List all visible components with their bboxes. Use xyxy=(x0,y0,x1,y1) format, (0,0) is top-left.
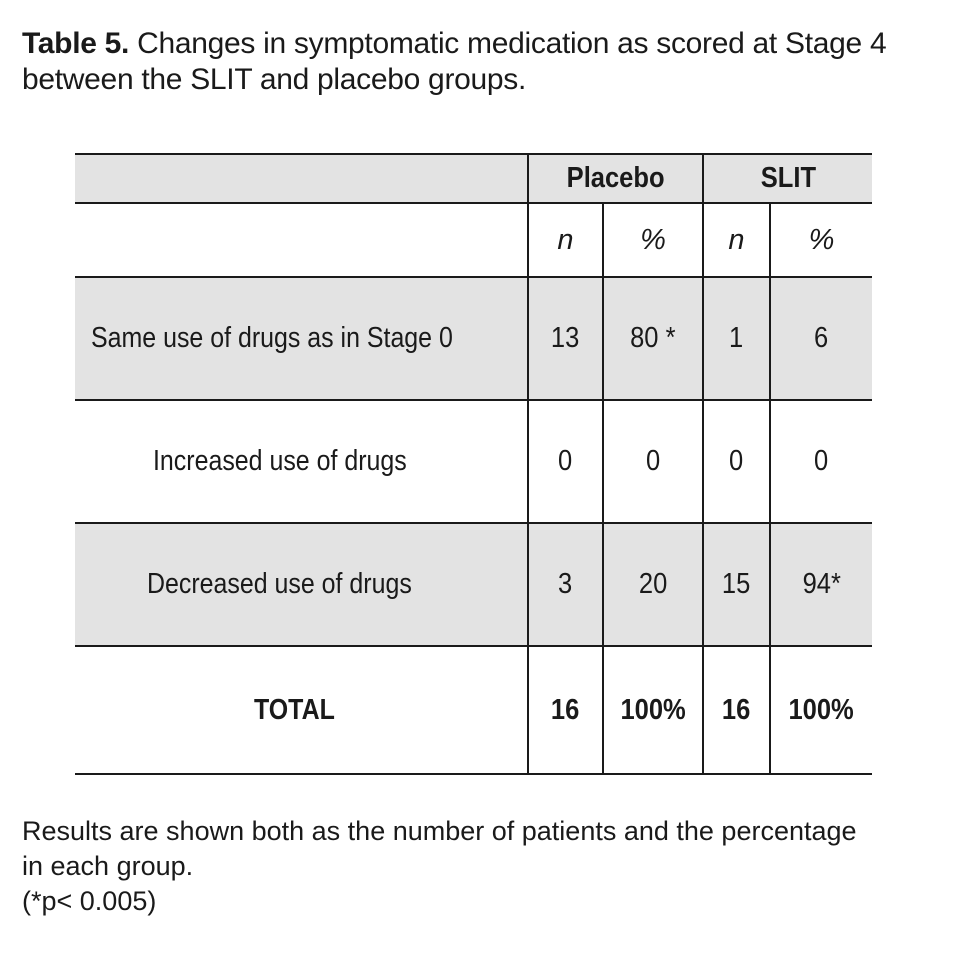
table-group-header-row xyxy=(75,154,872,203)
table-row xyxy=(75,277,872,400)
table-row xyxy=(75,400,872,523)
cell-placebo-percent: 80 * xyxy=(603,277,703,400)
cell-slit-n: 0 xyxy=(703,400,770,523)
row-label: Decreased use of drugs xyxy=(75,523,528,646)
total-label: TOTAL xyxy=(75,646,528,774)
footnote-significance: (*p< 0.005) xyxy=(22,886,157,916)
row-label: Increased use of drugs xyxy=(75,400,528,523)
table-footnote xyxy=(22,814,942,919)
cell-slit-n: 15 xyxy=(703,523,770,646)
cell-placebo-n: 13 xyxy=(528,277,603,400)
footnote-line: Results are shown both as the number of patients and the percentage xyxy=(22,816,857,846)
cell-placebo-percent: 0 xyxy=(603,400,703,523)
total-placebo-percent: 100% xyxy=(603,646,703,774)
subheader-placebo-percent: % xyxy=(603,203,703,277)
footnote-line: in each group. xyxy=(22,851,194,881)
subheader-placebo-n: n xyxy=(528,203,603,277)
cell-placebo-n: 0 xyxy=(528,400,603,523)
table-row xyxy=(75,523,872,646)
group-header-placebo: Placebo xyxy=(528,154,703,203)
total-slit-percent: 100% xyxy=(770,646,872,774)
empty-subheader-cell xyxy=(75,203,528,277)
cell-placebo-n: 3 xyxy=(528,523,603,646)
cell-slit-percent: 94* xyxy=(770,523,872,646)
table-total-row xyxy=(75,646,872,774)
cell-placebo-percent: 20 xyxy=(603,523,703,646)
total-placebo-n: 16 xyxy=(528,646,603,774)
subheader-slit-percent: % xyxy=(770,203,872,277)
table-caption-label: Table 5. xyxy=(22,27,130,60)
cell-slit-n: 1 xyxy=(703,277,770,400)
table-caption-text: Changes in symptomatic medication as scored at Stage 4 between the SLIT and placebo groups. xyxy=(22,27,887,96)
empty-header-cell xyxy=(75,154,528,203)
table-subheader-row xyxy=(75,203,872,277)
cell-slit-percent: 6 xyxy=(770,277,872,400)
table-caption xyxy=(22,26,937,98)
row-label: Same use of drugs as in Stage 0 xyxy=(75,277,528,400)
subheader-slit-n: n xyxy=(703,203,770,277)
total-slit-n: 16 xyxy=(703,646,770,774)
cell-slit-percent: 0 xyxy=(770,400,872,523)
group-header-slit: SLIT xyxy=(703,154,872,203)
medication-table xyxy=(75,153,872,775)
